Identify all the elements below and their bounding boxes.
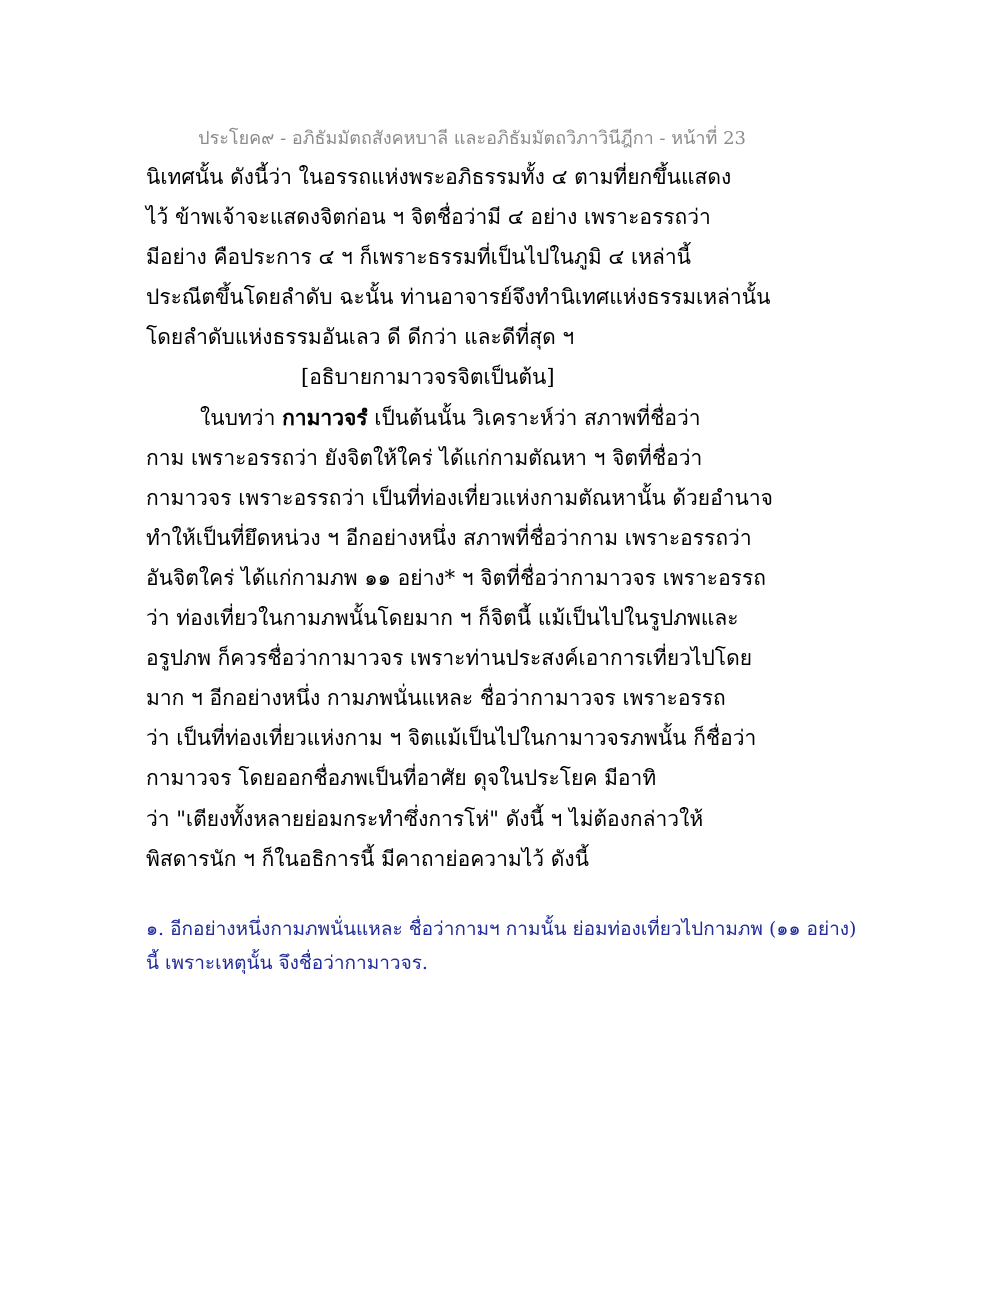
- footnote-line: นี้ เพราะเหตุนั้น จึงชื่อว่ากามาวจร.: [146, 952, 428, 974]
- text-line: พิสดารนัก ฯ ก็ในอธิการนี้ มีคาถาย่อความไว้ ดังนี้: [146, 846, 590, 871]
- body-text: [146, 157, 773, 879]
- term-bold: กามาวจรํ: [282, 404, 368, 430]
- footnote-line: ๑. อีกอย่างหนึ่งกามภพนั่นแหละ ชื่อว่ากามฯ กามนั้น ย่อมท่องเที่ยวไปกามภพ (๑๑ อย่าง): [146, 918, 857, 940]
- text-line: อรูปภพ ก็ควรชื่อว่ากามาวจร เพราะท่านประสงค์เอาการเที่ยวไปโดย: [146, 646, 753, 671]
- text-line: มาก ฯ อีกอย่างหนึ่ง กามภพนั่นแหละ ชื่อว่ากามาวจร เพราะอรรถ: [146, 686, 726, 711]
- text-line: กามาวจร โดยออกชื่อภพเป็นที่อาศัย ดุจในประโยค มีอาทิ: [146, 766, 657, 791]
- text-line: อันจิตใคร่ ได้แก่กามภพ ๑๑ อย่าง* ฯ จิตที่ชื่อว่ากามาวจร เพราะอรรถ: [146, 565, 766, 590]
- text-line: นิเทศนั้น ดังนี้ว่า ในอรรถแห่งพระอภิธรรมทั้ง ๔ ตามที่ยกขึ้นแสดง: [146, 165, 732, 189]
- text-line: [146, 398, 766, 438]
- text-line: กาม เพราะอรรถว่า ยังจิตให้ใคร่ ได้แก่กามตัณหา ฯ จิตที่ชื่อว่า: [146, 445, 703, 470]
- text-line: ว่า ท่องเที่ยวในกามภพนั้นโดยมาก ฯ ก็จิตนี้ แม้เป็นไปในรูปภพและ: [146, 606, 739, 631]
- text-segment: เป็นต้นนั้น วิเคราะห์ว่า สภาพที่ชื่อว่า: [374, 405, 701, 430]
- text-line: กามาวจร เพราะอรรถว่า เป็นที่ท่องเที่ยวแห่งกามตัณหานั้น ด้วยอำนาจ: [146, 485, 773, 510]
- text-line: โดยลำดับแห่งธรรมอันเลว ดี ดีกว่า และดีที่สุด ฯ: [146, 325, 575, 350]
- text-line: ว่า เป็นที่ท่องเที่ยวแห่งกาม ฯ จิตแม้เป็นไปในกามาวจรภพนั้น ก็ชื่อว่า: [146, 726, 757, 751]
- text-line: มีอย่าง คือประการ ๔ ฯ ก็เพราะธรรมที่เป็นไปในภูมิ ๔ เหล่านี้: [146, 245, 692, 270]
- page-header: ประโยค๙ - อภิธัมมัตถสังคหบาลี และอภิธัมมัตถวิภาวินีฎีกา - หน้าที่ 23: [198, 128, 746, 149]
- text-line: ไว้ ข้าพเจ้าจะแสดงจิตก่อน ฯ จิตชื่อว่ามี ๔ อย่าง เพราะอรรถว่า: [146, 205, 711, 230]
- text-line: ว่า "เตียงทั้งหลายย่อมกระทำซึ่งการโห่" ดังนี้ ฯ ไม่ต้องกล่าวให้: [146, 806, 704, 831]
- text-line: ทำให้เป็นที่ยึดหน่วง ฯ อีกอย่างหนึ่ง สภาพที่ชื่อว่ากาม เพราะอรรถว่า: [146, 525, 752, 550]
- text-line: ประณีตขึ้นโดยลำดับ ฉะนั้น ท่านอาจารย์จึงทำนิเทศแห่งธรรมเหล่านั้น: [146, 285, 771, 310]
- text-segment: ในบทว่า: [200, 405, 276, 430]
- footnote: [146, 912, 857, 980]
- section-heading: [อธิบายกามาวจรจิตเป็นต้น]: [301, 365, 555, 390]
